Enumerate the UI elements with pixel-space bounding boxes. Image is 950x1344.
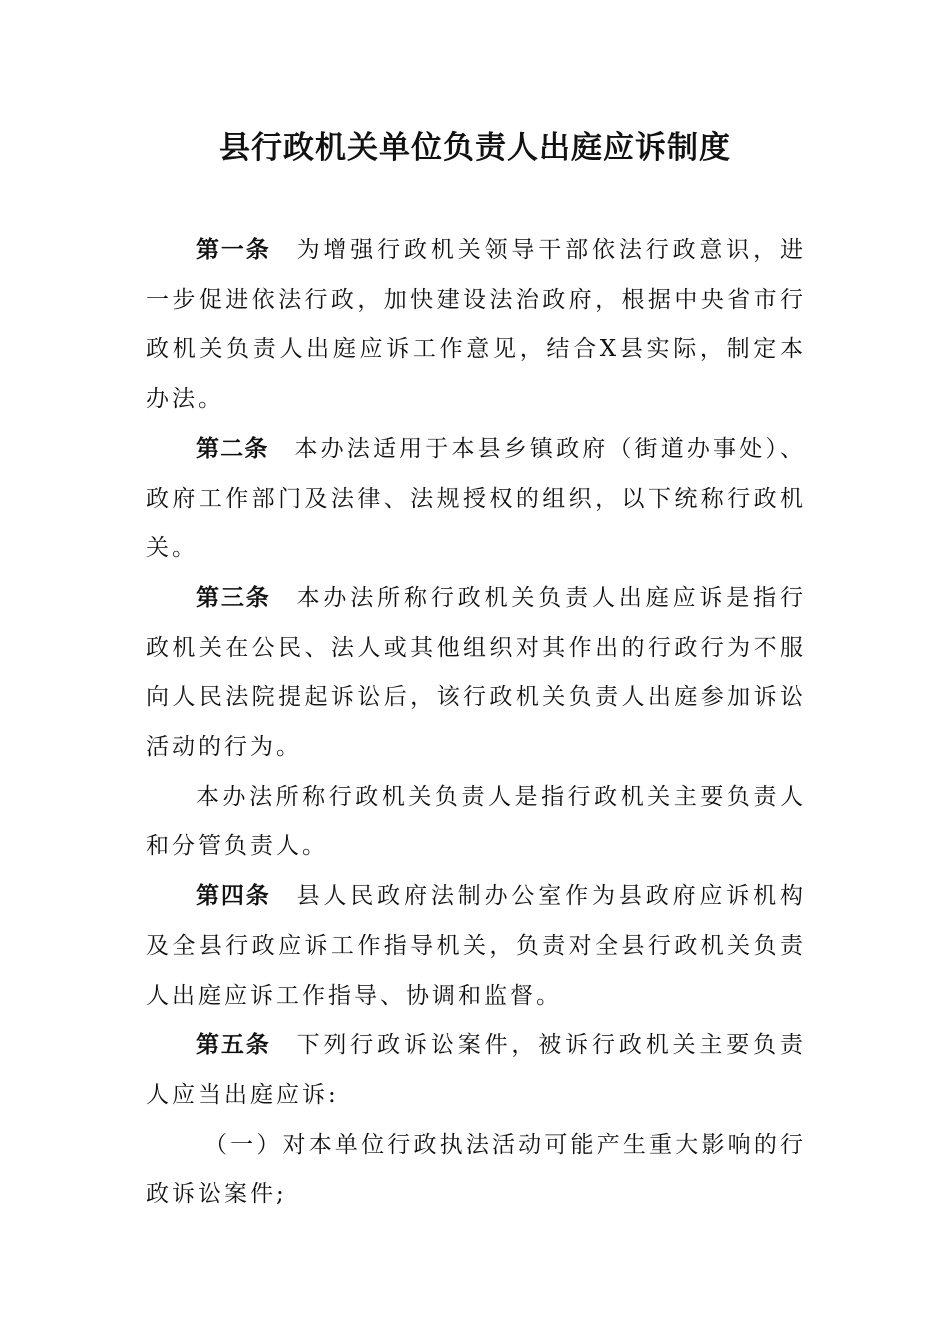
article-2-paragraph bbox=[146, 425, 806, 574]
paragraph-text: （一）对本单位行政执法活动可能产生重大影响的行政诉讼案件; bbox=[146, 1131, 806, 1208]
article-1-paragraph bbox=[146, 226, 806, 425]
article-text: 县人民政府法制办公室作为县政府应诉机构及全县行政应诉工作指导机关，负责对全县行政机关负责人出庭应诉工作指导、协调和监督。 bbox=[146, 883, 807, 1009]
article-3-continuation-paragraph bbox=[146, 773, 806, 872]
article-text: 本办法所称行政机关负责人出庭应诉是指行政机关在公民、法人或其他组织对其作出的行政行为不服向人民法院提起诉讼后，该行政机关负责人出庭参加诉讼活动的行为。 bbox=[146, 584, 807, 761]
article-3-paragraph bbox=[146, 574, 806, 773]
article-number: 第二条 bbox=[196, 435, 269, 462]
article-5-paragraph bbox=[146, 1021, 806, 1120]
article-text: 本办法适用于本县乡镇政府（街道办事处）、政府工作部门及法律、法规授权的组织，以下统称行政机关。 bbox=[146, 435, 807, 562]
article-text: 为增强行政机关领导干部依法行政意识，进一步促进依法行政，加快建设法治政府，根据中央省市行政机关负责人出庭应诉工作意见，结合X县实际，制定本办法。 bbox=[146, 237, 807, 413]
paragraph-text: 本办法所称行政机关负责人是指行政机关主要负责人和分管负责人。 bbox=[146, 783, 806, 860]
article-number: 第一条 bbox=[196, 237, 271, 263]
article-number: 第五条 bbox=[196, 1032, 271, 1059]
article-text: 下列行政诉讼案件，被诉行政机关主要负责人应当出庭应诉: bbox=[146, 1032, 807, 1108]
article-5-item-1-paragraph bbox=[146, 1121, 806, 1220]
article-number: 第三条 bbox=[196, 584, 271, 611]
document-title: 县行政机关单位负责人出庭应诉制度 bbox=[219, 130, 731, 166]
document-body bbox=[146, 226, 806, 1220]
article-4-paragraph bbox=[146, 872, 806, 1021]
article-number: 第四条 bbox=[196, 883, 271, 910]
